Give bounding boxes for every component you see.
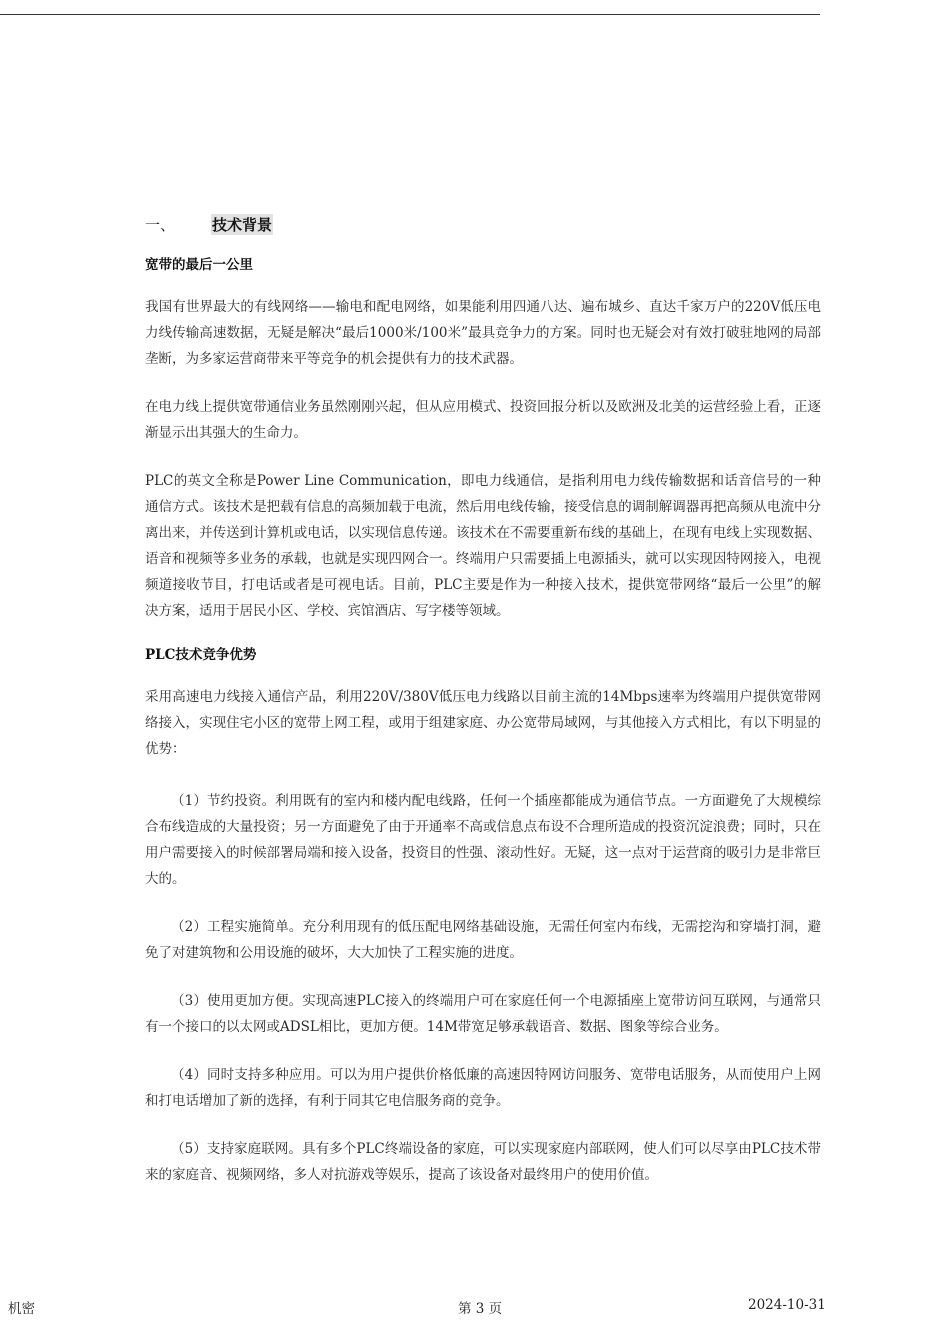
section-heading: [145, 210, 821, 238]
section-title: 技术背景: [212, 215, 273, 234]
header-rule: [0, 14, 820, 15]
list-item: （2）工程实施简单。充分利用现有的低压配电网络基础设施，无需任何室内布线，无需挖沟和穿墙打洞，避免了对建筑物和公用设施的破坏，大大加快了工程实施的进度。: [145, 919, 821, 961]
subsection-heading-last-mile: 宽带的最后一公里: [145, 257, 253, 273]
section-number: 一、: [145, 215, 176, 234]
document-body: [145, 210, 821, 1188]
footer-confidential: 机密: [8, 1301, 35, 1317]
paragraph: 我国有世界最大的有线网络——输电和配电网络，如果能利用四通八达、遍布城乡、直达千家万户的220V低压电力线传输高速数据，无疑是解决“最后1000米/100米”最具竞争力的方案。同时也无疑会对有效打破驻地网的局部垄断，为多家运营商带来平等竞争的机会提供有力的技术武器。: [145, 299, 821, 367]
footer-page-number: 第 3 页: [458, 1301, 503, 1317]
list-item: （4）同时支持多种应用。可以为用户提供价格低廉的高速因特网访问服务、宽带电话服务，从而使用户上网和打电话增加了新的选择，有利于同其它电信服务商的竞争。: [145, 1067, 821, 1109]
list-item: （5）支持家庭联网。具有多个PLC终端设备的家庭，可以实现家庭内部联网，使人们可以尽享由PLC技术带来的家庭音、视频网络，多人对抗游戏等娱乐，提高了该设备对最终用户的使用价值。: [145, 1141, 821, 1183]
subsection-heading-plc-advantages: PLC技术竞争优势: [145, 647, 257, 663]
paragraph: 采用高速电力线接入通信产品，利用220V/380V低压电力线路以目前主流的14Mbps速率为终端用户提供宽带网络接入，实现住宅小区的宽带上网工程，或用于组建家庭、办公宽带局域网，与其他接入方式相比，有以下明显的优势：: [145, 689, 821, 757]
footer-date: 2024-10-31: [748, 1297, 826, 1313]
paragraph: 在电力线上提供宽带通信业务虽然刚刚兴起，但从应用模式、投资回报分析以及欧洲及北美的运营经验上看，正逐渐显示出其强大的生命力。: [145, 399, 821, 441]
paragraph: PLC的英文全称是Power Line Communication，即电力线通信，是指利用电力线传输数据和话音信号的一种通信方式。该技术是把载有信息的高频加载于电流，然后用电线传输，接受信息的调制解调器再把高频从电流中分离出来，并传送到计算机或电话，以实现信息传递。该技术在不需要重新布线的基础上，在现有电线上实现数据、语音和视频等多业务的承载，也就是实现四网合一。终端用户只需要插上电源插头，就可以实现因特网接入，电视频道接收节目，打电话或者是可视电话。目前，PLC主要是作为一种接入技术，提供宽带网络“最后一公里”的解决方案，适用于居民小区、学校、宾馆酒店、写字楼等领域。: [145, 473, 821, 619]
list-item: （1）节约投资。利用既有的室内和楼内配电线路，任何一个插座都能成为通信节点。一方面避免了大规模综合布线造成的大量投资；另一方面避免了由于开通率不高或信息点布设不合理所造成的投资沉淀浪费；同时，只在用户需要接入的时候部署局端和接入设备，投资目的性强、滚动性好。无疑，这一点对于运营商的吸引力是非常巨大的。: [145, 793, 821, 887]
list-item: （3）使用更加方便。实现高速PLC接入的终端用户可在家庭任何一个电源插座上宽带访问互联网，与通常只有一个接口的以太网或ADSL相比，更加方便。14M带宽足够承载语音、数据、图象等综合业务。: [145, 993, 821, 1035]
